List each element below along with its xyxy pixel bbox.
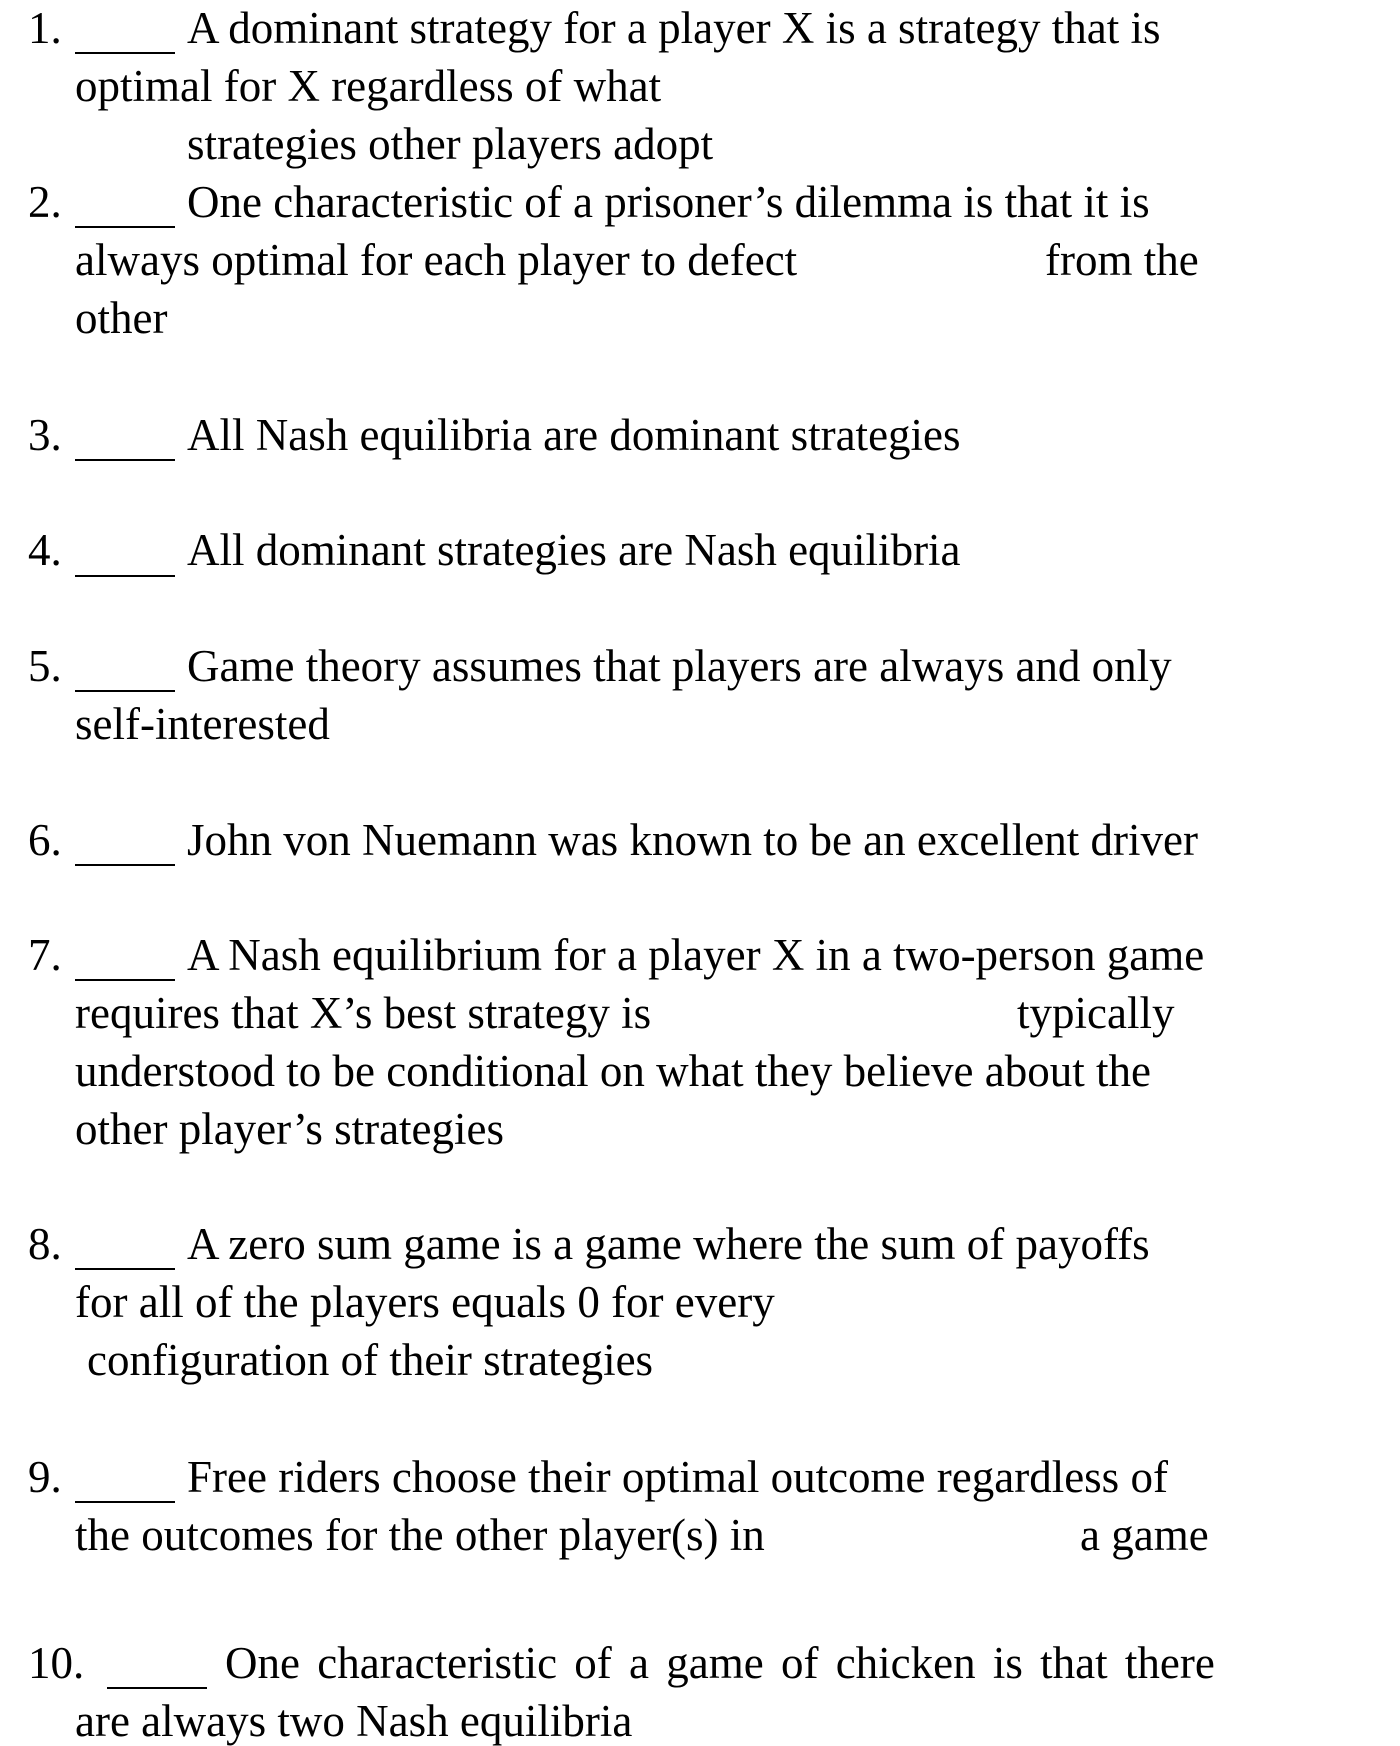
question-text-line: from the (1045, 235, 1199, 285)
answer-blank[interactable] (75, 690, 175, 692)
answer-blank[interactable] (75, 575, 175, 577)
question-number: 2. (28, 177, 62, 227)
answer-blank[interactable] (75, 459, 175, 461)
question-number: 4. (28, 525, 62, 575)
question-text-line: A Nash equilibrium for a player X in a two-person game (187, 930, 1205, 980)
answer-blank[interactable] (75, 226, 175, 228)
question-number: 6. (28, 815, 62, 865)
question-text-line: are always two Nash equilibria (75, 1696, 633, 1746)
question-text-line: Game theory assumes that players are always and only (187, 641, 1172, 691)
answer-blank[interactable] (75, 979, 175, 981)
question-text-line: One characteristic of a game of chicken is that there (225, 1638, 1215, 1688)
question-number: 3. (28, 410, 62, 460)
answer-blank[interactable] (107, 1687, 207, 1689)
question-text-line: All dominant strategies are Nash equilibria (187, 525, 961, 575)
question-text-line: understood to be conditional on what they believe about the (75, 1046, 1151, 1096)
answer-blank[interactable] (75, 864, 175, 866)
question-text-line: Free riders choose their optimal outcome regardless of (187, 1452, 1168, 1502)
question-number: 10. (28, 1638, 85, 1688)
question-text-line: other player’s strategies (75, 1104, 505, 1154)
answer-blank[interactable] (75, 52, 175, 54)
question-number: 7. (28, 930, 62, 980)
question-text-line: A dominant strategy for a player X is a strategy that is (187, 3, 1161, 53)
question-text-line: self-interested (75, 699, 330, 749)
answer-blank[interactable] (75, 1501, 175, 1503)
question-text-line: typically (1017, 988, 1175, 1038)
question-text-line: the outcomes for the other player(s) in (75, 1510, 765, 1560)
question-text-line: always optimal for each player to defect (75, 235, 798, 285)
question-text-line: A zero sum game is a game where the sum of payoffs (187, 1219, 1150, 1269)
question-text-line: optimal for X regardless of what (75, 61, 662, 111)
answer-blank[interactable] (75, 1268, 175, 1270)
question-number: 9. (28, 1452, 62, 1502)
question-text-line: other (75, 293, 168, 343)
question-text-line: John von Nuemann was known to be an excellent driver (187, 815, 1198, 865)
question-text-line: a game (1080, 1510, 1209, 1560)
question-text-line: All Nash equilibria are dominant strategies (187, 410, 961, 460)
question-text-line: One characteristic of a prisoner’s dilemma is that it is (187, 177, 1150, 227)
question-number: 8. (28, 1219, 62, 1269)
question-text-line: configuration of their strategies (87, 1335, 654, 1385)
question-text-line: strategies other players adopt (187, 119, 714, 169)
question-text-line: for all of the players equals 0 for every (75, 1277, 775, 1327)
question-number: 5. (28, 641, 62, 691)
question-number: 1. (28, 3, 62, 53)
question-text-line: requires that X’s best strategy is (75, 988, 652, 1038)
